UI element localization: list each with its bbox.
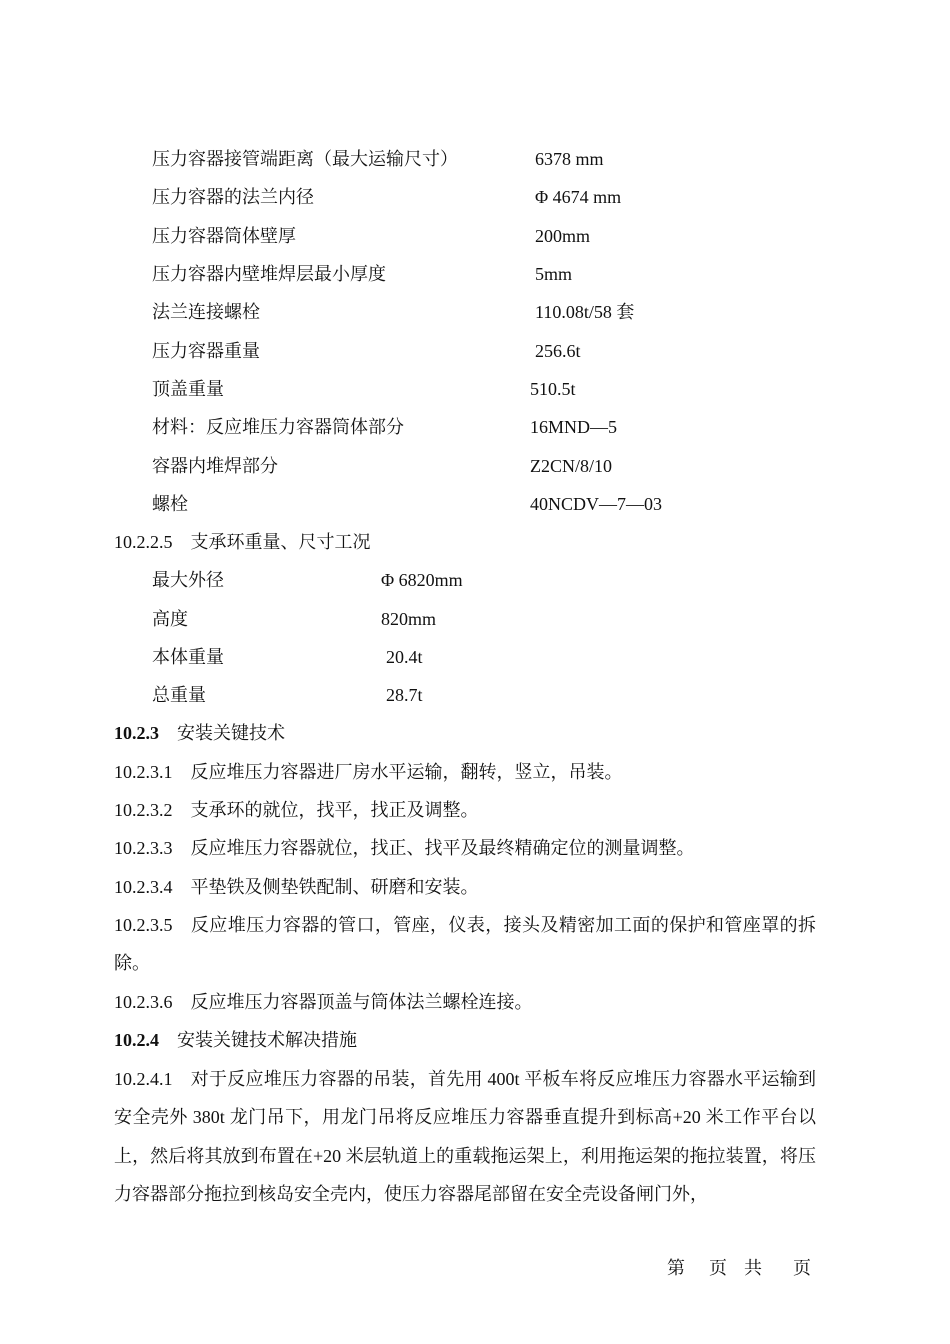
- footer-ye: 页: [793, 1258, 811, 1278]
- spec-label: 压力容器筒体壁厚: [152, 226, 296, 246]
- spec-value: 510.5t: [530, 379, 576, 399]
- footer-gong: 共: [744, 1258, 762, 1278]
- spec-label: 材料：反应堆压力容器筒体部分: [152, 417, 404, 437]
- spec-value: Φ 4674 mm: [535, 187, 622, 207]
- spec-value: 40NCDV—7—03: [530, 494, 663, 514]
- item-text: 反应堆压力容器的管口，管座，仪表，接头及精密加工面的保护和管座罩的拆除。: [114, 915, 816, 974]
- item-number: 10.2.3.4: [114, 877, 173, 897]
- item-number: 10.2.3.3: [114, 838, 173, 858]
- spec-label: 本体重量: [152, 647, 224, 667]
- item-number: 10.2.3.6: [114, 992, 173, 1012]
- spec-value: 820mm: [381, 609, 437, 629]
- spec-value: 6378 mm: [535, 149, 604, 169]
- list-item: [114, 836, 695, 860]
- spec-label: 法兰连接螺栓: [152, 302, 260, 322]
- list-item: [114, 906, 816, 983]
- spec-label: 顶盖重量: [152, 379, 224, 399]
- item-text: 反应堆压力容器就位，找正、找平及最终精确定位的测量调整。: [190, 838, 695, 858]
- spec-label: 螺栓: [152, 494, 188, 514]
- list-item: [114, 990, 533, 1014]
- list-item: [114, 798, 479, 822]
- spec-value: 5mm: [535, 264, 573, 284]
- item-number: 10.2.3.1: [114, 762, 173, 782]
- item-number: 10.2.3.5: [114, 915, 173, 935]
- spec-label: 压力容器的法兰内径: [152, 187, 314, 207]
- paragraph-10241: [114, 1060, 816, 1214]
- section-number: 10.2.3: [114, 723, 159, 743]
- section-number: 10.2.4: [114, 1030, 159, 1050]
- item-text: 反应堆压力容器进厂房水平运输，翻转，竖立，吊装。: [190, 762, 623, 782]
- item-text: 支承环的就位，找平，找正及调整。: [190, 800, 479, 820]
- item-text: 平垫铁及侧垫铁配制、研磨和安装。: [190, 877, 479, 897]
- item-number: 10.2.4.1: [114, 1069, 173, 1089]
- section-title: 安装关键技术: [177, 723, 285, 743]
- list-item: [114, 875, 479, 899]
- section-title: 安装关键技术解决措施: [177, 1030, 357, 1050]
- list-item: [114, 760, 623, 784]
- footer-di: 第: [667, 1258, 685, 1278]
- spec-value: 20.4t: [386, 647, 423, 667]
- spec-label: 压力容器内壁堆焊层最小厚度: [152, 264, 386, 284]
- section-title: 支承环重量、尺寸工况: [190, 532, 371, 552]
- item-number: 10.2.3.2: [114, 800, 173, 820]
- item-text: 对于反应堆压力容器的吊装，首先用 400t 平板车将反应堆压力容器水平运输到安全壳外 380t 龙门吊下，用龙门吊将反应堆压力容器垂直提升到标高+20 米工作平台以上，然后将其放到布置在+20 米层轨道上的重载拖运架上，利用拖运架的拖拉装置，将压力容器部分拖拉到核岛安全壳内，使压力容器尾部留在安全壳设备闸门外，: [114, 1069, 816, 1205]
- section-heading-1024: [114, 1028, 357, 1052]
- spec-value: Z2CN/8/10: [530, 456, 613, 476]
- spec-value: 200mm: [535, 226, 591, 246]
- footer-ye: 页: [709, 1258, 727, 1278]
- spec-label: 压力容器接管端距离（最大运输尺寸）: [152, 149, 458, 169]
- spec-value: 28.7t: [386, 685, 423, 705]
- item-text: 反应堆压力容器顶盖与筒体法兰螺栓连接。: [190, 992, 533, 1012]
- section-heading-10225: [114, 530, 371, 554]
- spec-label: 压力容器重量: [152, 341, 260, 361]
- spec-value: 256.6t: [535, 341, 581, 361]
- section-number: 10.2.2.5: [114, 532, 173, 552]
- spec-label: 总重量: [152, 685, 206, 705]
- spec-label: 高度: [152, 609, 188, 629]
- spec-value: 16MND—5: [530, 417, 618, 437]
- spec-label: 容器内堆焊部分: [152, 456, 278, 476]
- spec-value: 110.08t/58 套: [535, 302, 635, 322]
- spec-value: Φ 6820mm: [381, 570, 463, 590]
- spec-label: 最大外径: [152, 570, 224, 590]
- section-heading-1023: [114, 721, 285, 745]
